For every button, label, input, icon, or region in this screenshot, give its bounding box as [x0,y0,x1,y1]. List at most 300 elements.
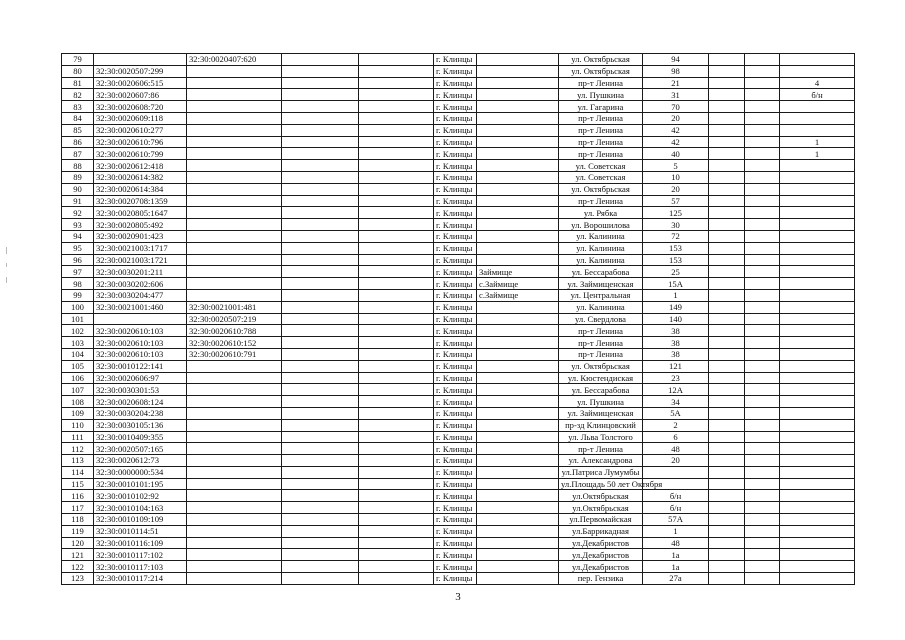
locality-cell [477,301,559,313]
table-row [62,396,855,408]
locality-cell [477,54,559,66]
cadastral-number-cell: 32:30:0010117:102 [94,549,187,561]
street-cell: пр-т Ленина [559,77,643,89]
blank-column-10-cell [709,419,745,431]
blank-column-11-cell [745,549,780,561]
cadastral-number-cell [94,54,187,66]
blank-column-4-cell [282,101,359,113]
locality-cell: с.Займище [477,289,559,301]
table-row [62,101,855,113]
house-number-cell: 25 [643,266,709,278]
apartment-number-cell [780,195,855,207]
city-cell: г. Клинцы [434,124,477,136]
table-row [62,254,855,266]
house-number-cell: 31 [643,89,709,101]
house-number-cell: 27а [643,573,709,585]
row-number-cell: 95 [62,242,94,254]
cadastral-number-cell: 32:30:0020805:492 [94,219,187,231]
blank-column-11-cell [745,219,780,231]
apartment-number-cell [780,396,855,408]
blank-column-10-cell [709,396,745,408]
street-cell: ул. Бессарабова [559,266,643,278]
row-number-cell: 121 [62,549,94,561]
house-number-cell: 20 [643,455,709,467]
locality-cell [477,195,559,207]
cadastral-number-cell: 32:30:0030201:211 [94,266,187,278]
table-row [62,537,855,549]
blank-column-11-cell [745,183,780,195]
blank-column-11-cell [745,171,780,183]
blank-column-5-cell [359,112,434,124]
row-number-cell: 110 [62,419,94,431]
cadastral-number-cell: 32:30:0020610:103 [94,325,187,337]
apartment-number-cell [780,112,855,124]
cadastral-number-cell: 32:30:0030202:606 [94,278,187,290]
table-row [62,183,855,195]
apartment-number-cell [780,561,855,573]
table-row [62,289,855,301]
related-cadastral-number-cell [187,384,282,396]
locality-cell [477,561,559,573]
blank-column-11-cell [745,278,780,290]
blank-column-5-cell [359,101,434,113]
related-cadastral-number-cell [187,514,282,526]
blank-column-4-cell [282,325,359,337]
blank-column-4-cell [282,171,359,183]
cadastral-number-cell: 32:30:0020612:73 [94,455,187,467]
blank-column-4-cell [282,360,359,372]
house-number-cell: 1а [643,561,709,573]
locality-cell [477,431,559,443]
cadastral-number-cell: 32:30:0020610:277 [94,124,187,136]
blank-column-10-cell [709,254,745,266]
apartment-number-cell [780,514,855,526]
city-cell: г. Клинцы [434,65,477,77]
city-cell: г. Клинцы [434,490,477,502]
table-row [62,278,855,290]
scan-edge-mark [6,263,7,267]
city-cell: г. Клинцы [434,419,477,431]
related-cadastral-number-cell [187,431,282,443]
house-number-cell: 1 [643,525,709,537]
blank-column-11-cell [745,89,780,101]
related-cadastral-number-cell [187,525,282,537]
apartment-number-cell [780,490,855,502]
table-row [62,124,855,136]
blank-column-11-cell [745,242,780,254]
city-cell: г. Клинцы [434,254,477,266]
blank-column-11-cell [745,443,780,455]
cadastral-number-cell: 32:30:0030105:136 [94,419,187,431]
street-cell: пр-т Ленина [559,337,643,349]
cadastral-number-cell: 32:30:0020609:118 [94,112,187,124]
cadastral-number-cell: 32:30:0021003:1717 [94,242,187,254]
street-cell: ул. Пушкина [559,89,643,101]
apartment-number-cell [780,384,855,396]
street-cell: ул.Первомайская [559,514,643,526]
street-cell: ул. Займищенская [559,278,643,290]
blank-column-4-cell [282,514,359,526]
row-number-cell: 106 [62,372,94,384]
blank-column-4-cell [282,407,359,419]
apartment-number-cell [780,124,855,136]
locality-cell [477,466,559,478]
locality-cell [477,207,559,219]
row-number-cell: 109 [62,407,94,419]
row-number-cell: 122 [62,561,94,573]
blank-column-10-cell [709,443,745,455]
blank-column-11-cell [745,65,780,77]
street-cell: ул. Займищенская [559,407,643,419]
house-number-cell: 98 [643,65,709,77]
apartment-number-cell: 1 [780,148,855,160]
table-row [62,478,855,490]
house-number-cell: 153 [643,242,709,254]
blank-column-4-cell [282,278,359,290]
house-number-cell: 34 [643,396,709,408]
blank-column-10-cell [709,455,745,467]
city-cell: г. Клинцы [434,219,477,231]
blank-column-10-cell [709,301,745,313]
locality-cell [477,230,559,242]
blank-column-10-cell [709,289,745,301]
blank-column-4-cell [282,65,359,77]
blank-column-10-cell [709,514,745,526]
blank-column-11-cell [745,266,780,278]
blank-column-11-cell [745,407,780,419]
blank-column-11-cell [745,573,780,585]
related-cadastral-number-cell [187,89,282,101]
row-number-cell: 103 [62,337,94,349]
blank-column-11-cell [745,101,780,113]
table-row [62,431,855,443]
blank-column-11-cell [745,337,780,349]
cadastral-number-cell: 32:30:0010116:109 [94,537,187,549]
blank-column-5-cell [359,443,434,455]
house-number-cell: 6 [643,431,709,443]
cadastral-number-cell: 32:30:0020606:515 [94,77,187,89]
blank-column-5-cell [359,207,434,219]
blank-column-10-cell [709,561,745,573]
house-number-cell: 72 [643,230,709,242]
apartment-number-cell [780,325,855,337]
apartment-number-cell [780,183,855,195]
street-cell: ул.Декабристов [559,549,643,561]
street-cell: ул. Калинина [559,230,643,242]
street-cell: ул. Гагарина [559,101,643,113]
blank-column-10-cell [709,101,745,113]
cadastral-number-cell: 32:30:0020610:103 [94,348,187,360]
apartment-number-cell [780,525,855,537]
blank-column-11-cell [745,136,780,148]
street-cell: ул.Декабристов [559,561,643,573]
cadastral-number-cell: 32:30:0020612:418 [94,160,187,172]
blank-column-11-cell [745,195,780,207]
cadastral-number-cell: 32:30:0010409:355 [94,431,187,443]
apartment-number-cell [780,337,855,349]
house-number-cell: 42 [643,124,709,136]
row-number-cell: 80 [62,65,94,77]
row-number-cell: 82 [62,89,94,101]
table-row [62,407,855,419]
city-cell: г. Клинцы [434,337,477,349]
blank-column-10-cell [709,278,745,290]
street-cell: ул. Калинина [559,242,643,254]
blank-column-4-cell [282,443,359,455]
cadastral-number-cell: 32:30:0020901:423 [94,230,187,242]
row-number-cell: 112 [62,443,94,455]
blank-column-10-cell [709,407,745,419]
house-number-cell: 20 [643,112,709,124]
blank-column-11-cell [745,313,780,325]
blank-column-11-cell [745,431,780,443]
related-cadastral-number-cell [187,266,282,278]
city-cell: г. Клинцы [434,54,477,66]
blank-column-10-cell [709,573,745,585]
related-cadastral-number-cell: 32:30:0021001:481 [187,301,282,313]
page-number: 3 [455,591,461,603]
blank-column-5-cell [359,289,434,301]
blank-column-11-cell [745,372,780,384]
house-number-cell [643,466,709,478]
table-row [62,490,855,502]
locality-cell [477,419,559,431]
street-cell: ул. Советская [559,160,643,172]
blank-column-4-cell [282,230,359,242]
cadastral-number-cell: 32:30:0021001:460 [94,301,187,313]
city-cell: г. Клинцы [434,537,477,549]
apartment-number-cell [780,478,855,490]
apartment-number-cell [780,242,855,254]
house-number-cell: 1 [643,289,709,301]
related-cadastral-number-cell [187,230,282,242]
apartment-number-cell [780,431,855,443]
blank-column-4-cell [282,183,359,195]
street-cell: ул. Октябрьская [559,360,643,372]
cadastral-number-cell: 32:30:0020610:796 [94,136,187,148]
city-cell: г. Клинцы [434,77,477,89]
blank-column-11-cell [745,254,780,266]
related-cadastral-number-cell [187,419,282,431]
city-cell: г. Клинцы [434,573,477,585]
street-cell: пр-т Ленина [559,124,643,136]
city-cell: г. Клинцы [434,242,477,254]
city-cell: г. Клинцы [434,171,477,183]
city-cell: г. Клинцы [434,514,477,526]
related-cadastral-number-cell [187,242,282,254]
city-cell: г. Клинцы [434,384,477,396]
apartment-number-cell [780,254,855,266]
related-cadastral-number-cell [187,289,282,301]
blank-column-11-cell [745,301,780,313]
city-cell: г. Клинцы [434,136,477,148]
row-number-cell: 93 [62,219,94,231]
city-cell: г. Клинцы [434,325,477,337]
house-number-cell: 15А [643,278,709,290]
blank-column-11-cell [745,537,780,549]
apartment-number-cell [780,230,855,242]
blank-column-4-cell [282,431,359,443]
apartment-number-cell [780,407,855,419]
locality-cell [477,183,559,195]
blank-column-5-cell [359,301,434,313]
apartment-number-cell [780,219,855,231]
cadastral-number-cell: 32:30:0021003:1721 [94,254,187,266]
blank-column-4-cell [282,478,359,490]
street-cell: пр-зд Клинцовский [559,419,643,431]
cadastral-number-cell: 32:30:0020805:1647 [94,207,187,219]
blank-column-5-cell [359,278,434,290]
cadastral-number-cell: 32:30:0020610:103 [94,337,187,349]
blank-column-5-cell [359,313,434,325]
blank-column-10-cell [709,384,745,396]
table-row [62,325,855,337]
blank-column-5-cell [359,124,434,136]
blank-column-5-cell [359,490,434,502]
city-cell: г. Клинцы [434,289,477,301]
blank-column-5-cell [359,148,434,160]
blank-column-11-cell [745,325,780,337]
cadastral-number-cell: 32:30:0020607:86 [94,89,187,101]
apartment-number-cell [780,537,855,549]
blank-column-5-cell [359,455,434,467]
table-row [62,466,855,478]
row-number-cell: 114 [62,466,94,478]
related-cadastral-number-cell [187,360,282,372]
blank-column-11-cell [745,112,780,124]
related-cadastral-number-cell [187,124,282,136]
blank-column-5-cell [359,254,434,266]
house-number-cell: 38 [643,348,709,360]
locality-cell [477,490,559,502]
blank-column-4-cell [282,160,359,172]
blank-column-4-cell [282,254,359,266]
house-number-cell: 94 [643,54,709,66]
blank-column-11-cell [745,525,780,537]
table-row [62,372,855,384]
related-cadastral-number-cell [187,396,282,408]
house-number-cell: 5А [643,407,709,419]
cadastral-number-cell: 32:30:0010104:163 [94,502,187,514]
row-number-cell: 107 [62,384,94,396]
table-row [62,112,855,124]
blank-column-10-cell [709,360,745,372]
related-cadastral-number-cell [187,561,282,573]
table-row [62,195,855,207]
blank-column-10-cell [709,183,745,195]
cadastral-number-cell: 32:30:0020614:382 [94,171,187,183]
street-cell: ул. Кюстендиская [559,372,643,384]
cadastral-number-cell: 32:30:0010109:109 [94,514,187,526]
apartment-number-cell [780,65,855,77]
cadastral-number-cell [94,313,187,325]
blank-column-11-cell [745,77,780,89]
blank-column-4-cell [282,549,359,561]
house-number-cell: 1а [643,549,709,561]
related-cadastral-number-cell [187,219,282,231]
cadastral-number-cell: 32:30:0020606:97 [94,372,187,384]
table-row [62,337,855,349]
locality-cell [477,525,559,537]
locality-cell [477,573,559,585]
apartment-number-cell [780,160,855,172]
city-cell: г. Клинцы [434,431,477,443]
table-row [62,65,855,77]
blank-column-4-cell [282,337,359,349]
house-number-cell: 23 [643,372,709,384]
cadastral-number-cell: 32:30:0010122:141 [94,360,187,372]
city-cell: г. Клинцы [434,148,477,160]
locality-cell [477,478,559,490]
street-cell: ул.Декабристов [559,537,643,549]
apartment-number-cell [780,171,855,183]
table-row [62,443,855,455]
apartment-number-cell [780,443,855,455]
blank-column-4-cell [282,396,359,408]
locality-cell: с.Займище [477,278,559,290]
city-cell: г. Клинцы [434,230,477,242]
related-cadastral-number-cell [187,207,282,219]
scan-edge-mark [6,247,7,254]
cadastral-number-cell: 32:30:0010102:92 [94,490,187,502]
locality-cell: Займище [477,266,559,278]
house-number-cell: б/н [643,502,709,514]
cadastral-number-cell: 32:30:0030204:238 [94,407,187,419]
house-number-cell: 48 [643,537,709,549]
blank-column-10-cell [709,431,745,443]
city-cell: г. Клинцы [434,407,477,419]
apartment-number-cell [780,278,855,290]
blank-column-10-cell [709,266,745,278]
city-cell: г. Клинцы [434,313,477,325]
blank-column-4-cell [282,289,359,301]
apartment-number-cell [780,466,855,478]
apartment-number-cell [780,419,855,431]
related-cadastral-number-cell [187,372,282,384]
related-cadastral-number-cell [187,136,282,148]
table-row [62,525,855,537]
row-number-cell: 123 [62,573,94,585]
blank-column-4-cell [282,466,359,478]
blank-column-5-cell [359,160,434,172]
blank-column-5-cell [359,466,434,478]
table-row [62,230,855,242]
related-cadastral-number-cell [187,407,282,419]
house-number-cell: 121 [643,360,709,372]
blank-column-5-cell [359,407,434,419]
registry-table [61,53,855,585]
street-cell: ул. Александрова [559,455,643,467]
blank-column-5-cell [359,478,434,490]
blank-column-10-cell [709,148,745,160]
city-cell: г. Клинцы [434,266,477,278]
blank-column-4-cell [282,219,359,231]
row-number-cell: 100 [62,301,94,313]
house-number-cell: 5 [643,160,709,172]
table-row [62,348,855,360]
house-number-cell: 57А [643,514,709,526]
table-row [62,54,855,66]
city-cell: г. Клинцы [434,278,477,290]
blank-column-11-cell [745,348,780,360]
blank-column-11-cell [745,396,780,408]
blank-column-11-cell [745,514,780,526]
street-cell: пр-т Ленина [559,325,643,337]
cadastral-number-cell: 32:30:0000000:534 [94,466,187,478]
locality-cell [477,148,559,160]
related-cadastral-number-cell: 32:30:0020407:620 [187,54,282,66]
table-row [62,360,855,372]
